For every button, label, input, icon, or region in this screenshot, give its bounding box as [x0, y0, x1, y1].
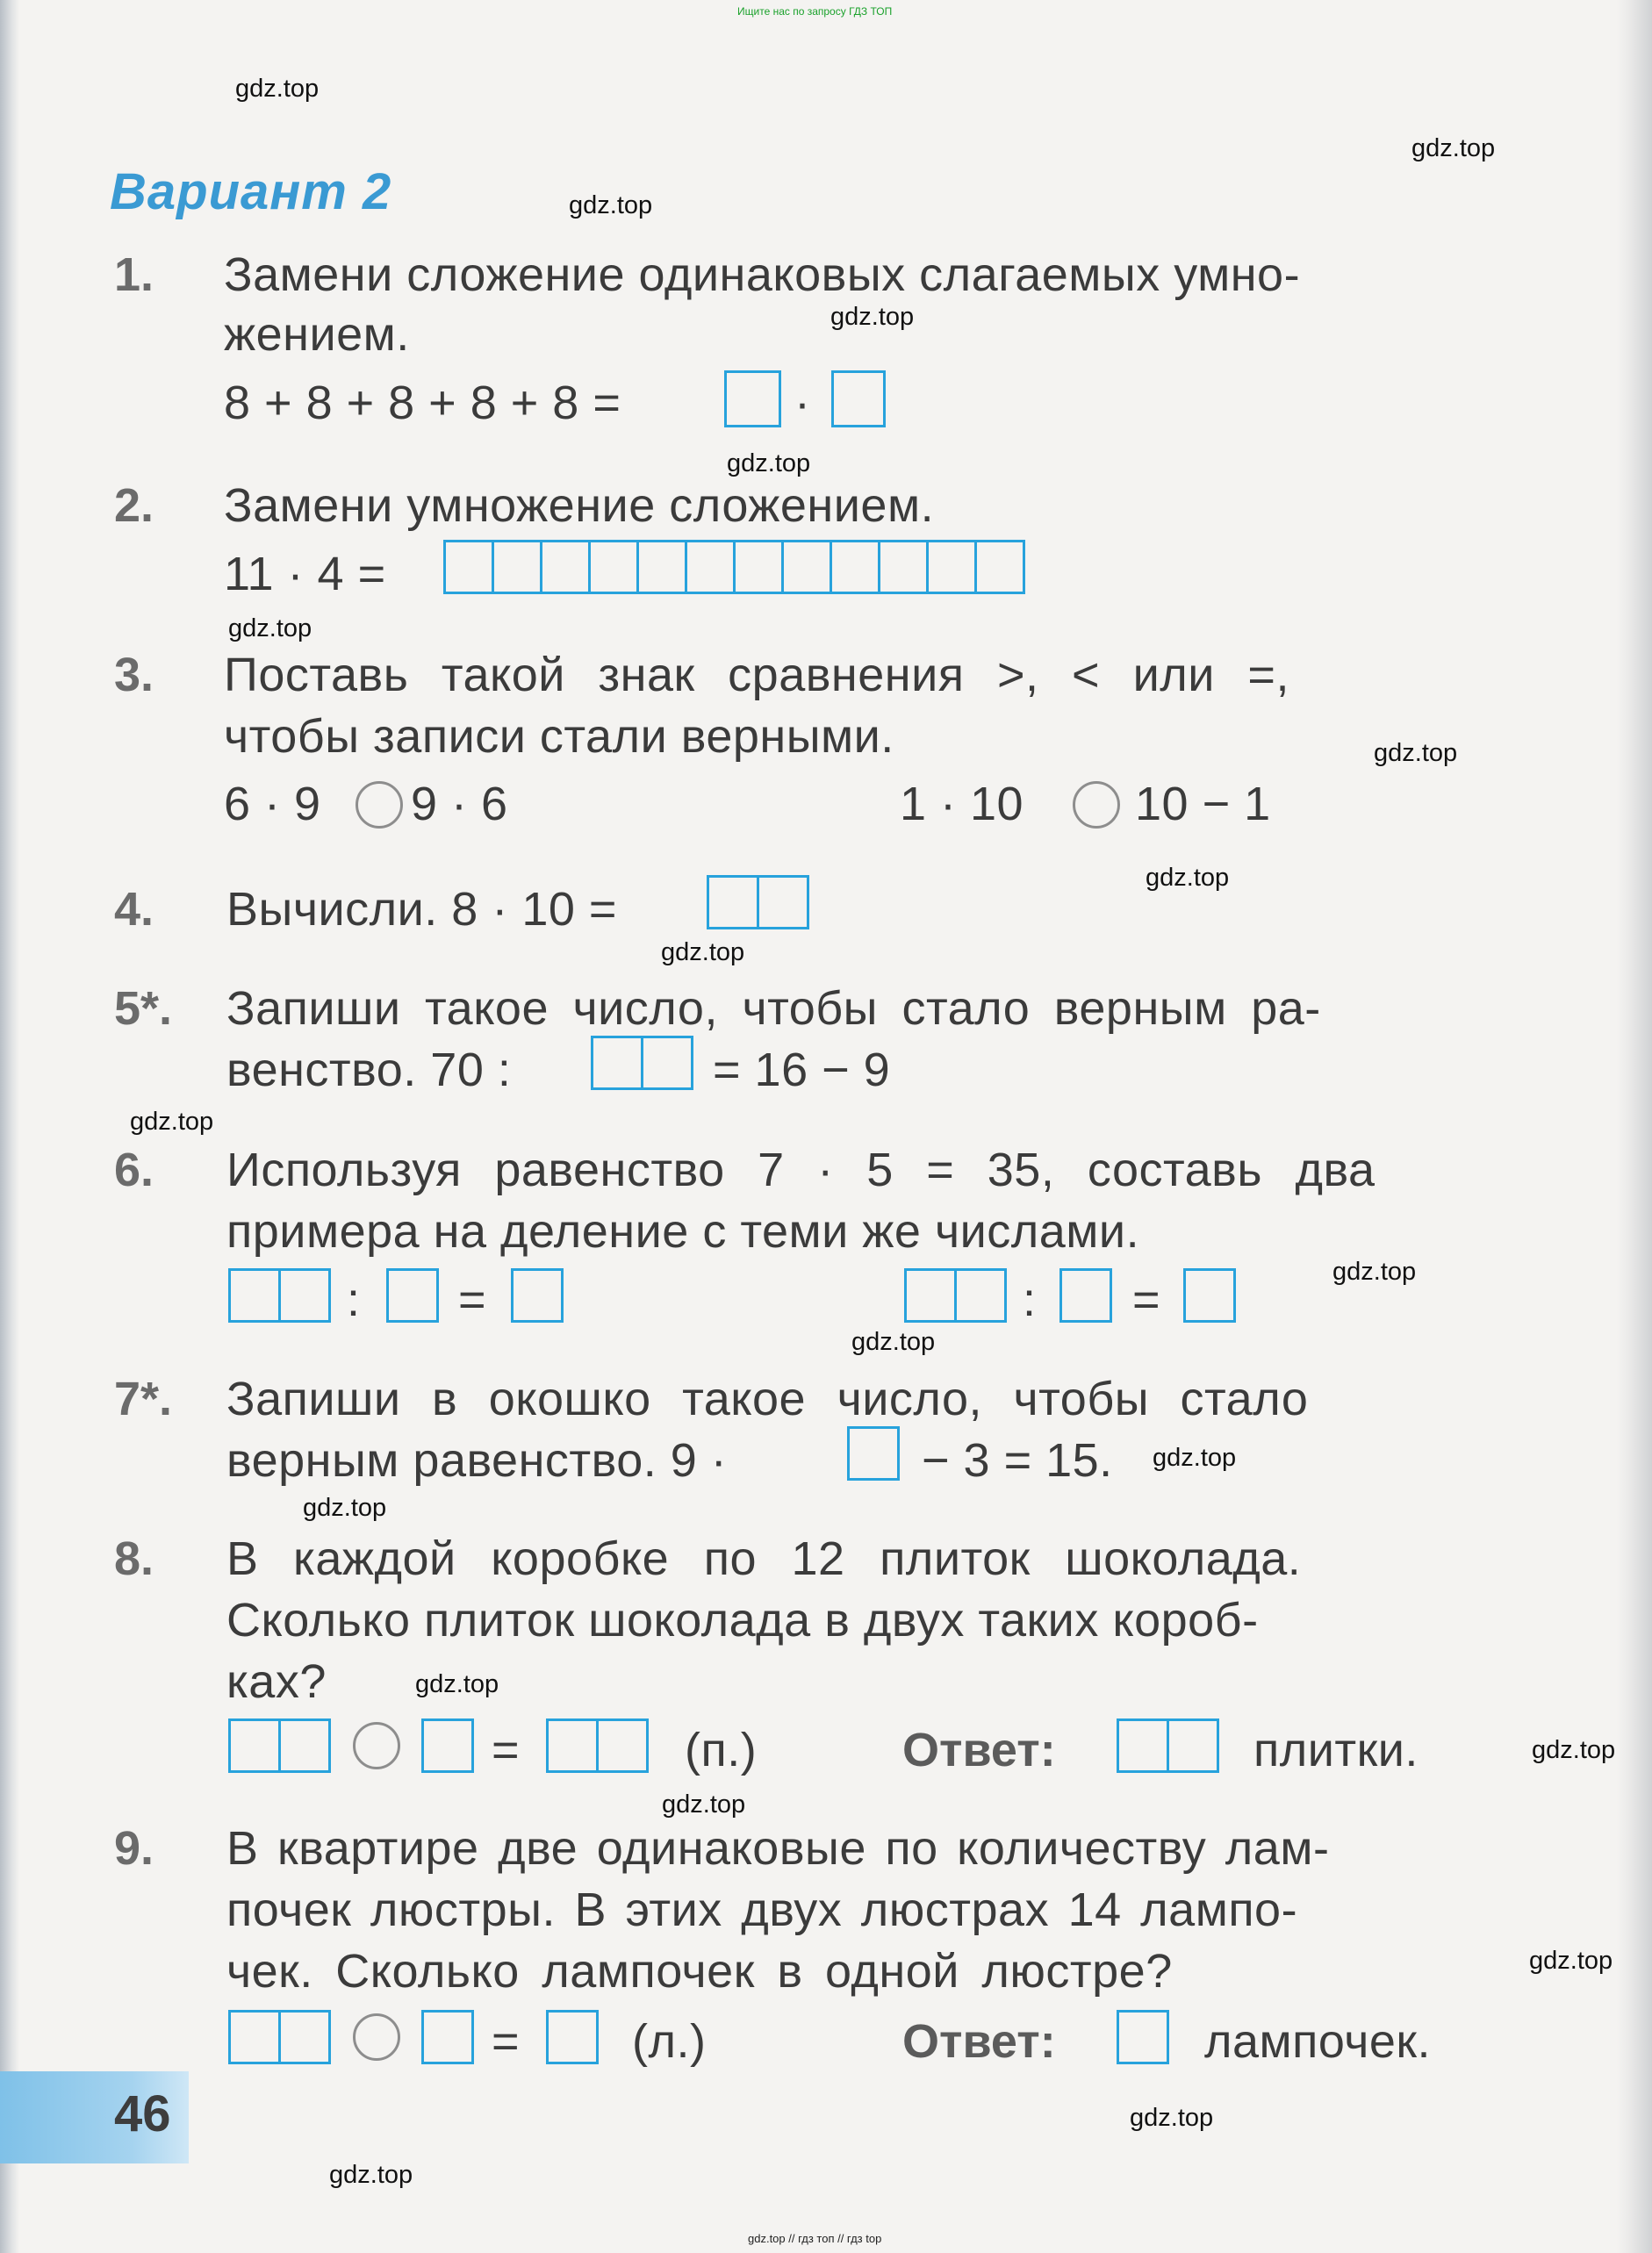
operation-circle[interactable] — [353, 2013, 400, 2061]
task-3-text: Поставь такой знак сравнения >, < или =, — [224, 649, 1289, 701]
answer-box[interactable] — [757, 875, 809, 929]
answer-box[interactable] — [278, 2010, 331, 2064]
watermark: gdz.top — [851, 1328, 936, 1356]
answer-box[interactable] — [228, 1718, 281, 1773]
answer-box[interactable] — [421, 1718, 474, 1773]
watermark: gdz.top — [1532, 1736, 1616, 1764]
answer-box[interactable] — [904, 1268, 957, 1323]
task-number: 7*. — [114, 1373, 173, 1425]
watermark: gdz.top — [830, 303, 915, 331]
watermark: gdz.top — [130, 1108, 214, 1136]
task-3-text: чтобы записи стали верными. — [224, 710, 894, 763]
task-7-text: Запиши в окошко такое число, чтобы стало — [226, 1373, 1309, 1425]
watermark: gdz.top — [1130, 2104, 1214, 2132]
watermark: gdz.top — [329, 2161, 413, 2189]
answer-box[interactable] — [1117, 1718, 1169, 1773]
answer-grid[interactable] — [443, 540, 1023, 594]
answer-box[interactable] — [1059, 1268, 1112, 1323]
watermark: gdz.top — [661, 938, 745, 966]
answer-box[interactable] — [421, 2010, 474, 2064]
page-number: 46 — [114, 2085, 171, 2142]
answer-box[interactable] — [386, 1268, 439, 1323]
multiply-sign: · — [794, 377, 811, 429]
equals-sign: = — [1132, 1274, 1161, 1326]
watermark: gdz.top — [1411, 134, 1496, 162]
answer-box[interactable] — [1117, 2010, 1169, 2064]
division-sign: : — [1023, 1274, 1037, 1326]
task-number: 5*. — [114, 982, 173, 1035]
task-7-text: − 3 = 15. — [922, 1434, 1113, 1487]
answer-label: Ответ: — [902, 2015, 1056, 2068]
task-8-text: ках? — [226, 1655, 327, 1708]
task-5-text: венство. 70 : — [226, 1044, 512, 1096]
watermark: gdz.top — [569, 191, 653, 219]
watermark: gdz.top — [1146, 864, 1230, 892]
answer-label: Ответ: — [902, 1724, 1056, 1776]
task-number: 4. — [114, 883, 154, 936]
equals-sign: = — [458, 1274, 487, 1326]
page-edge-left — [0, 0, 19, 2253]
unit-label: (п.) — [685, 1724, 758, 1776]
watermark: gdz.top — [1153, 1444, 1237, 1472]
answer-box[interactable] — [724, 370, 781, 427]
task-9-text: чек. Сколько лампочек в одной люстре? — [226, 1945, 1173, 1998]
unit-label: (л.) — [632, 2015, 707, 2068]
task-5-text: = 16 − 9 — [713, 1044, 891, 1096]
task-3-left-b: 9 · 6 — [411, 778, 508, 830]
answer-box[interactable] — [1167, 1718, 1219, 1773]
watermark: gdz.top — [1374, 739, 1458, 767]
answer-box[interactable] — [596, 1718, 649, 1773]
variant-title: Вариант 2 — [110, 163, 392, 220]
watermark: gdz.top — [727, 449, 811, 477]
task-3-right-a: 1 · 10 — [900, 778, 1024, 830]
task-1-expression: 8 + 8 + 8 + 8 + 8 = — [224, 377, 621, 429]
task-9-text: почек люстры. В этих двух люстрах 14 лампо- — [226, 1883, 1298, 1936]
task-2-text: Замени умножение сложением. — [224, 479, 935, 532]
task-3-right-b: 10 − 1 — [1135, 778, 1271, 830]
task-5-text: Запиши такое число, чтобы стало верным ра- — [226, 982, 1321, 1035]
answer-box[interactable] — [707, 875, 759, 929]
page-edge-right — [1617, 0, 1652, 2253]
task-number: 8. — [114, 1532, 154, 1585]
answer-box[interactable] — [641, 1036, 693, 1090]
answer-box[interactable] — [228, 2010, 281, 2064]
answer-box[interactable] — [847, 1426, 900, 1481]
answer-box[interactable] — [546, 1718, 599, 1773]
answer-box[interactable] — [278, 1718, 331, 1773]
answer-box[interactable] — [228, 1268, 281, 1323]
top-watermark: Ищите нас по запросу ГДЗ ТОП — [737, 5, 893, 18]
comparison-circle[interactable] — [356, 781, 403, 829]
answer-box[interactable] — [278, 1268, 331, 1323]
task-1-text: Замени сложение одинаковых слагаемых умно- — [224, 248, 1301, 301]
task-7-text: верным равенство. 9 · — [226, 1434, 728, 1487]
answer-box[interactable] — [591, 1036, 643, 1090]
task-2-expression: 11 · 4 = — [224, 548, 386, 600]
answer-box[interactable] — [831, 370, 886, 427]
equals-sign: = — [492, 1724, 521, 1776]
answer-box[interactable] — [546, 2010, 599, 2064]
comparison-circle[interactable] — [1073, 781, 1120, 829]
answer-box[interactable] — [954, 1268, 1007, 1323]
task-number: 1. — [114, 248, 154, 301]
division-sign: : — [347, 1274, 361, 1326]
watermark: gdz.top — [1332, 1258, 1417, 1286]
answer-unit: лампочек. — [1204, 2015, 1432, 2068]
task-8-text: В каждой коробке по 12 плиток шоколада. — [226, 1532, 1302, 1585]
answer-box[interactable] — [1183, 1268, 1236, 1323]
task-number: 6. — [114, 1144, 154, 1196]
watermark: gdz.top — [235, 75, 320, 103]
watermark: gdz.top — [228, 614, 312, 642]
watermark: gdz.top — [1529, 1947, 1613, 1975]
task-6-text: примера на деление с теми же числами. — [226, 1205, 1140, 1258]
bottom-watermark: gdz.top // гдз топ // гдз top — [748, 2232, 882, 2245]
task-6-text: Используя равенство 7 · 5 = 35, составь два — [226, 1144, 1375, 1196]
task-9-text: В квартире две одинаковые по количеству лам- — [226, 1822, 1330, 1875]
task-number: 9. — [114, 1822, 154, 1875]
task-number: 3. — [114, 649, 154, 701]
answer-box[interactable] — [511, 1268, 564, 1323]
equals-sign: = — [492, 2015, 521, 2068]
watermark: gdz.top — [303, 1494, 387, 1522]
task-3-left-a: 6 · 9 — [224, 778, 321, 830]
watermark: gdz.top — [662, 1790, 746, 1819]
task-number: 2. — [114, 479, 154, 532]
task-4-text: Вычисли. 8 · 10 = — [226, 883, 617, 936]
answer-unit: плитки. — [1253, 1724, 1419, 1776]
task-1-text: жением. — [224, 308, 410, 361]
operation-circle[interactable] — [353, 1722, 400, 1769]
task-8-text: Сколько плиток шоколада в двух таких короб- — [226, 1594, 1259, 1647]
watermark: gdz.top — [415, 1670, 499, 1698]
